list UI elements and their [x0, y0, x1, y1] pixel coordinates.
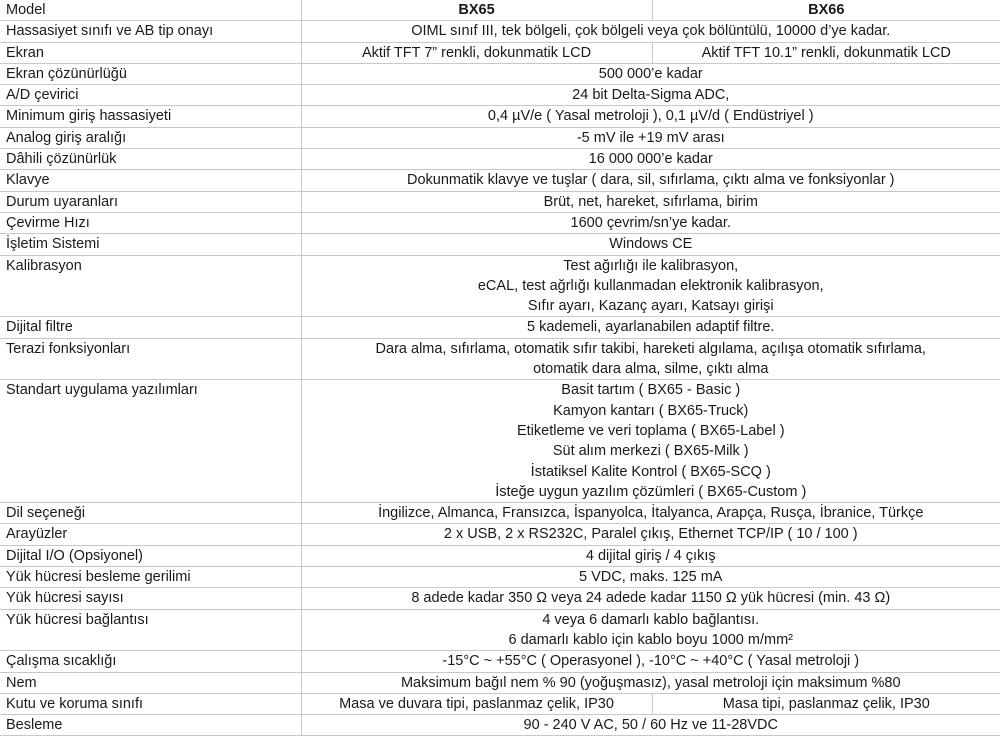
spec-value — [301, 106, 1000, 127]
spec-row — [0, 127, 1000, 148]
spec-value — [301, 85, 1000, 106]
spec-value — [301, 127, 1000, 148]
spec-row — [0, 380, 1000, 503]
spec-value-line: 2 x USB, 2 x RS232C, Paralel çıkış, Ethernet TCP/IP ( 10 / 100 ) — [302, 524, 1000, 544]
spec-value-line: Dara alma, sıfırlama, otomatik sıfır takibi, hareketi algılama, açılışa otomatik sıfırlama, — [302, 339, 1000, 359]
spec-row — [0, 672, 1000, 693]
spec-row — [0, 42, 1000, 63]
spec-label: A/D çevirici — [0, 85, 301, 106]
spec-label: İşletim Sistemi — [0, 234, 301, 255]
spec-value — [301, 524, 1000, 545]
spec-row — [0, 85, 1000, 106]
spec-value-bx66: Masa tipi, paslanmaz çelik, IP30 — [652, 693, 1000, 714]
spec-value-line: İsteğe uygun yazılım çözümleri ( BX65-Custom ) — [302, 482, 1000, 502]
spec-value-line: 1600 çevrim/sn’ye kadar. — [302, 213, 1000, 233]
spec-value — [301, 255, 1000, 317]
spec-row — [0, 693, 1000, 714]
spec-label: Durum uyaranları — [0, 191, 301, 212]
spec-value — [301, 63, 1000, 84]
spec-value — [301, 234, 1000, 255]
spec-value-line: Sıfır ayarı, Kazanç ayarı, Katsayı girişi — [302, 296, 1000, 316]
spec-value-line: Süt alım merkezi ( BX65-Milk ) — [302, 441, 1000, 461]
spec-value-bx65: Aktif TFT 7” renkli, dokunmatik LCD — [301, 42, 652, 63]
spec-row — [0, 609, 1000, 651]
header-row — [0, 0, 1000, 21]
spec-value — [301, 609, 1000, 651]
spec-value-line: İstatiksel Kalite Kontrol ( BX65-SCQ ) — [302, 462, 1000, 482]
spec-label: Yük hücresi bağlantısı — [0, 609, 301, 651]
spec-label: Yük hücresi sayısı — [0, 588, 301, 609]
spec-label: Arayüzler — [0, 524, 301, 545]
spec-value — [301, 503, 1000, 524]
spec-row — [0, 524, 1000, 545]
spec-row — [0, 715, 1000, 736]
spec-label: Çalışma sıcaklığı — [0, 651, 301, 672]
spec-value — [301, 715, 1000, 736]
spec-value — [301, 567, 1000, 588]
spec-value-line: Basit tartım ( BX65 - Basic ) — [302, 380, 1000, 400]
spec-label: Klavye — [0, 170, 301, 191]
spec-value — [301, 170, 1000, 191]
spec-row — [0, 338, 1000, 380]
spec-label: Ekran çözünürlüğü — [0, 63, 301, 84]
spec-value-line: Kamyon kantarı ( BX65-Truck) — [302, 401, 1000, 421]
spec-row — [0, 21, 1000, 42]
spec-value — [301, 212, 1000, 233]
spec-value-line: Etiketleme ve veri toplama ( BX65-Label ) — [302, 421, 1000, 441]
spec-row — [0, 545, 1000, 566]
spec-value-line: 500 000’e kadar — [302, 64, 1000, 84]
spec-row — [0, 106, 1000, 127]
spec-label: Standart uygulama yazılımları — [0, 380, 301, 503]
model-bx65: BX65 — [301, 0, 652, 21]
spec-row — [0, 191, 1000, 212]
spec-label: Kalibrasyon — [0, 255, 301, 317]
spec-value-line: 0,4 µV/e ( Yasal metroloji ), 0,1 µV/d ( Endüstriyel ) — [302, 106, 1000, 126]
spec-value — [301, 380, 1000, 503]
spec-label: Besleme — [0, 715, 301, 736]
spec-value — [301, 149, 1000, 170]
spec-value-line: Maksimum bağıl nem % 90 (yoğuşmasız), yasal metroloji için maksimum %80 — [302, 673, 1000, 693]
spec-value — [301, 191, 1000, 212]
spec-value-line: 90 - 240 V AC, 50 / 60 Hz ve 11-28VDC — [302, 715, 1000, 735]
spec-value-line: Windows CE — [302, 234, 1000, 254]
spec-value-bx66: Aktif TFT 10.1” renkli, dokunmatik LCD — [652, 42, 1000, 63]
spec-value-line: 24 bit Delta-Sigma ADC, — [302, 85, 1000, 105]
spec-row — [0, 651, 1000, 672]
spec-value-bx65: Masa ve duvara tipi, paslanmaz çelik, IP30 — [301, 693, 652, 714]
spec-label: Dâhili çözünürlük — [0, 149, 301, 170]
spec-value-line: eCAL, test ağrlığı kullanmadan elektronik kalibrasyon, — [302, 276, 1000, 296]
spec-value-line: Brüt, net, hareket, sıfırlama, birim — [302, 192, 1000, 212]
spec-value-line: 4 veya 6 damarlı kablo bağlantısı. — [302, 610, 1000, 630]
spec-row — [0, 149, 1000, 170]
spec-value-line: -15°C ~ +55°C ( Operasyonel ), -10°C ~ +40°C ( Yasal metroloji ) — [302, 651, 1000, 671]
spec-value — [301, 588, 1000, 609]
spec-value-line: 16 000 000’e kadar — [302, 149, 1000, 169]
spec-row — [0, 503, 1000, 524]
spec-value-line: 4 dijital giriş / 4 çıkış — [302, 546, 1000, 566]
spec-label: Dil seçeneği — [0, 503, 301, 524]
spec-label: Nem — [0, 672, 301, 693]
spec-label: Dijital I/O (Opsiyonel) — [0, 545, 301, 566]
spec-label: Ekran — [0, 42, 301, 63]
spec-label: Analog giriş aralığı — [0, 127, 301, 148]
spec-value-line: otomatik dara alma, silme, çıktı alma — [302, 359, 1000, 379]
spec-value — [301, 21, 1000, 42]
spec-value-line: 5 VDC, maks. 125 mA — [302, 567, 1000, 587]
spec-value — [301, 545, 1000, 566]
spec-row — [0, 567, 1000, 588]
spec-label: Çevirme Hızı — [0, 212, 301, 233]
spec-label: Kutu ve koruma sınıfı — [0, 693, 301, 714]
spec-value-line: 6 damarlı kablo için kablo boyu 1000 m/mm² — [302, 630, 1000, 650]
spec-row — [0, 63, 1000, 84]
spec-label: Dijital filtre — [0, 317, 301, 338]
spec-row — [0, 170, 1000, 191]
spec-value-line: 5 kademeli, ayarlanabilen adaptif filtre. — [302, 317, 1000, 337]
spec-row — [0, 234, 1000, 255]
spec-label: Yük hücresi besleme gerilimi — [0, 567, 301, 588]
model-bx66: BX66 — [652, 0, 1000, 21]
spec-value-line: İngilizce, Almanca, Fransızca, İspanyolca, İtalyanca, Arapça, Rusça, İbranice, Türkçe — [302, 503, 1000, 523]
spec-body — [0, 21, 1000, 736]
spec-value-line: 8 adede kadar 350 Ω veya 24 adede kadar 1150 Ω yük hücresi (min. 43 Ω) — [302, 588, 1000, 608]
spec-value — [301, 338, 1000, 380]
spec-value-line: Test ağırlığı ile kalibrasyon, — [302, 256, 1000, 276]
spec-value — [301, 651, 1000, 672]
spec-row — [0, 212, 1000, 233]
spec-value-line: Dokunmatik klavye ve tuşlar ( dara, sil, sıfırlama, çıktı alma ve fonksiyonlar ) — [302, 170, 1000, 190]
spec-value — [301, 672, 1000, 693]
model-label: Model — [0, 0, 301, 21]
spec-value-line: OIML sınıf III, tek bölgeli, çok bölgeli veya çok bölüntülü, 10000 d’ye kadar. — [302, 21, 1000, 41]
spec-row — [0, 317, 1000, 338]
spec-row — [0, 255, 1000, 317]
spec-value — [301, 317, 1000, 338]
spec-label: Hassasiyet sınıfı ve AB tip onayı — [0, 21, 301, 42]
spec-label: Minimum giriş hassasiyeti — [0, 106, 301, 127]
spec-label: Terazi fonksiyonları — [0, 338, 301, 380]
spec-row — [0, 588, 1000, 609]
spec-value-line: -5 mV ile +19 mV arası — [302, 128, 1000, 148]
